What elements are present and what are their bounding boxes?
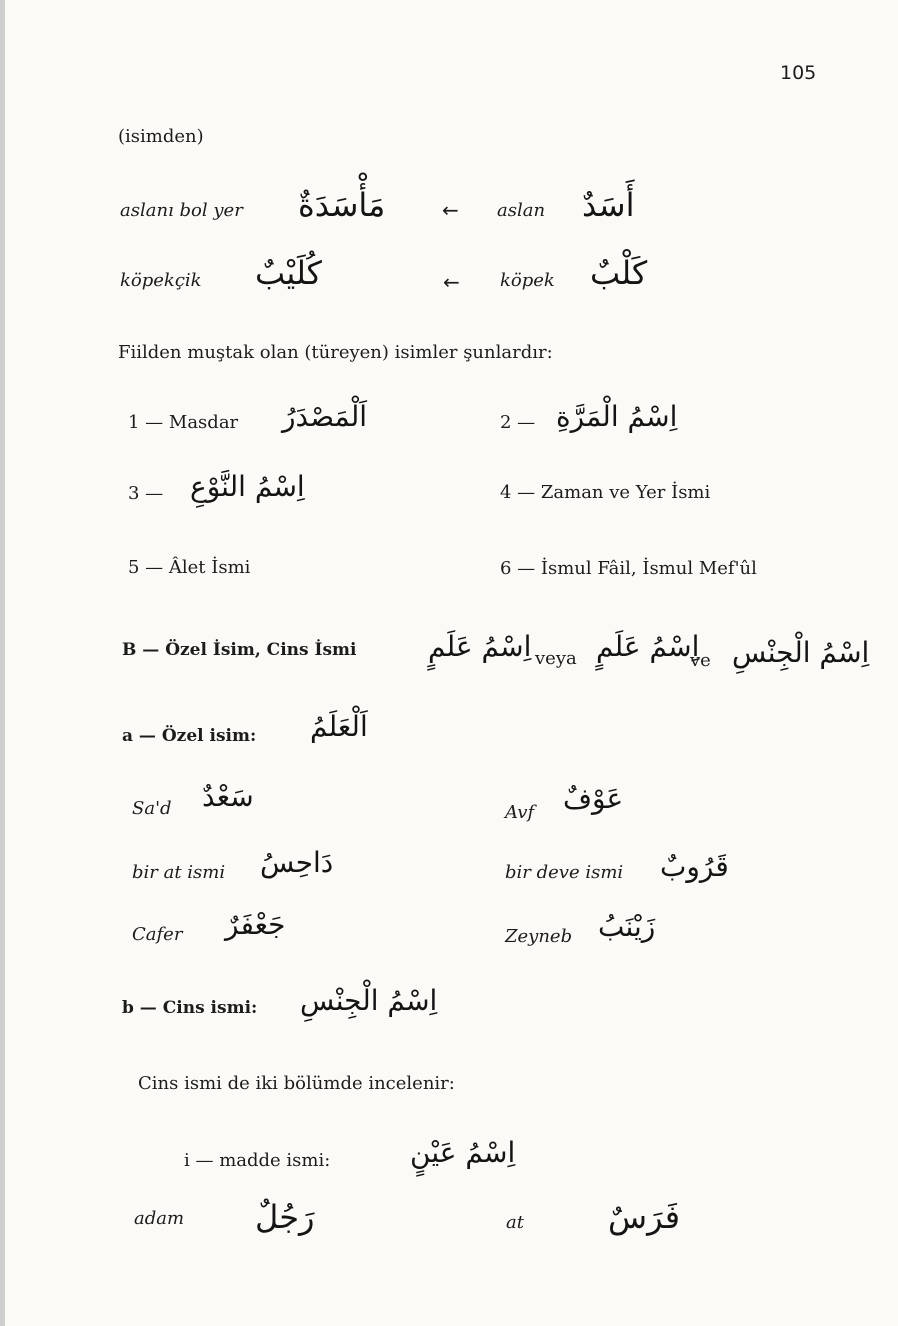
name-example-arabic: عَوْفٌ [563,782,624,815]
list-item-3-label: 3 — [128,483,164,504]
section-b-ve: ve [690,650,711,671]
base-arabic: كَلْبٌ [590,254,648,292]
name-example-arabic: سَعْدٌ [202,780,254,813]
list-item-2-arabic: اِسْمُ الْمَرَّةِ [556,400,678,433]
base-meaning: köpek [500,270,555,291]
list-item-5-label: 5 — Âlet İsmi [128,557,251,578]
left-arrow-icon: ← [443,270,460,294]
name-example: Avf [505,802,535,823]
page-edge [0,0,5,1326]
left-arrow-icon: ← [442,198,459,222]
example-arabic: فَرَسٌ [608,1198,681,1236]
base-meaning: aslan [497,200,546,221]
cins-isim-label: b — Cins ismi: [122,998,258,1018]
name-example-arabic: زَيْنَبُ [598,910,656,943]
list-item-6-label: 6 — İsmul Fâil, İsmul Mef'ûl [500,558,757,579]
derivation-arabic: مَأْسَدَةٌ [298,186,386,224]
example-arabic: رَجُلٌ [255,1198,315,1236]
cins-sentence: Cins ismi de iki bölümde incelenir: [138,1073,455,1094]
section-b-arabic-2: اِسْمُ عَلَمٍ [596,630,700,663]
ozel-isim-arabic: اَلْعَلَمُ [310,710,368,743]
madde-arabic: اِسْمُ عَيْنٍ [410,1136,516,1169]
cins-isim-arabic: اِسْمُ الْجِنْسِ [300,984,438,1017]
example-name: at [506,1212,524,1233]
name-example: Cafer [132,924,183,945]
derivation-meaning: köpekçik [120,270,202,291]
section-b-arabic-3: اِسْمُ الْجِنْسِ [732,636,870,669]
intro-text: (isimden) [118,126,204,147]
example-name: adam [134,1208,185,1229]
list-item-4-label: 4 — Zaman ve Yer İsmi [500,482,711,503]
name-example: Zeyneb [505,926,573,947]
name-example-arabic: جَعْفَرٌ [225,908,286,941]
list-item-2-label: 2 — [500,412,536,433]
derivation-arabic: كُلَيْبٌ [255,254,322,292]
base-arabic: أَسَدٌ [582,186,635,224]
name-example: Sa'd [132,798,172,819]
section-b-veya: veya [535,648,577,669]
madde-label: i — madde ismi: [184,1150,331,1171]
name-example-arabic: قَرُوبٌ [660,850,729,883]
section-b-arabic-1: اِسْمُ عَلَمٍ [428,630,532,663]
list-item-1-arabic: اَلْمَصْدَرُ [282,400,367,433]
page-number: 105 [780,62,817,84]
fiil-heading: Fiilden muştak olan (türeyen) isimler şunlardır: [118,342,553,363]
name-example: bir deve ismi [505,862,624,883]
derivation-meaning: aslanı bol yer [120,200,243,221]
name-example: bir at ismi [132,862,226,883]
list-item-1-label: 1 — Masdar [128,412,239,433]
name-example-arabic: دَاحِسُ [260,846,334,879]
ozel-isim-label: a — Özel isim: [122,726,257,746]
section-b-label: B — Özel İsim, Cins İsmi [122,640,357,660]
list-item-3-arabic: اِسْمُ النَّوْعِ [190,470,305,503]
